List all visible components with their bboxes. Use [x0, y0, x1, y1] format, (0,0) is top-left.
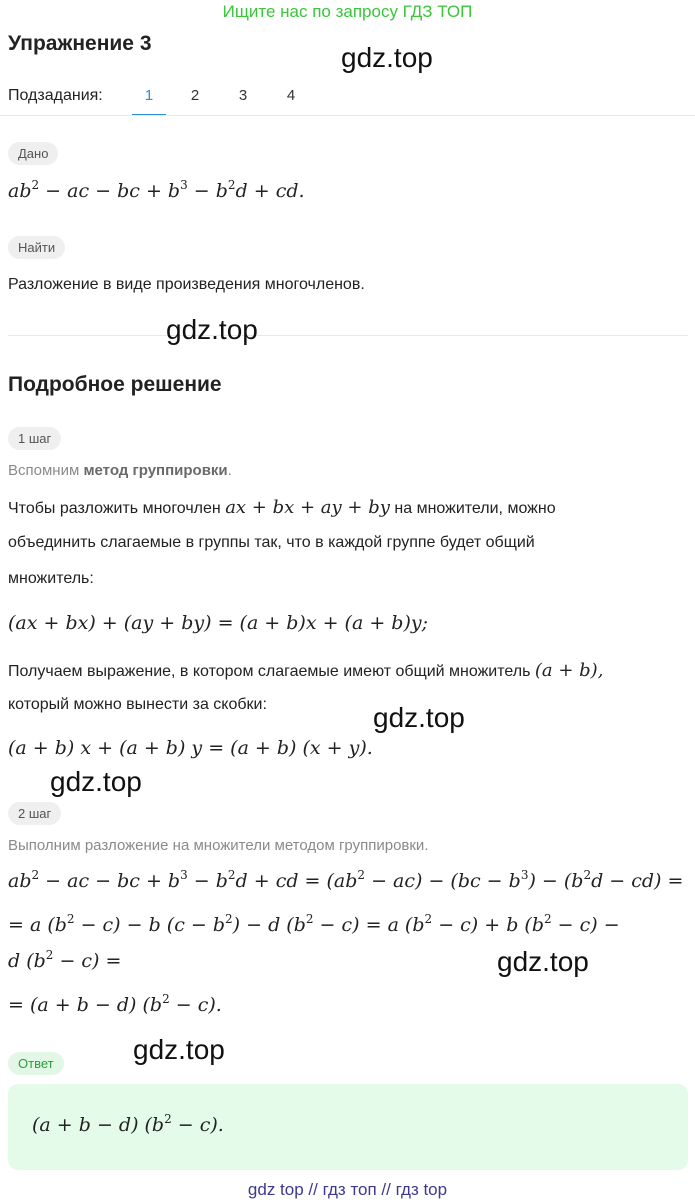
- inline-expression: ax + bx + ay + by: [225, 497, 390, 518]
- watermark: gdz.top: [166, 314, 258, 345]
- given-label: Дано: [8, 142, 58, 165]
- tab-2[interactable]: 2: [190, 87, 200, 104]
- step2-equation-line1: $ab^2$ − ac − bc + $b^3 - b^2d$ + cd = $(ab^2 - ac) - (bc - b^3) - (b^2d - cd)$ =: [8, 868, 684, 892]
- tab-3[interactable]: 3: [238, 87, 248, 104]
- step1-hint: Вспомним метод группировки.: [8, 462, 232, 479]
- watermark: gdz.top: [373, 702, 465, 733]
- given-expression: $ab^2$ − ac − bc + $b^3 - b^2d$ + cd.: [8, 178, 305, 202]
- step1-line2: объединить слагаемые в группы так, что в каждой группе будет общий: [8, 534, 535, 551]
- watermark: gdz.top: [133, 1034, 225, 1065]
- watermark: gdz.top: [341, 42, 433, 73]
- footer-links[interactable]: gdz top // гдз топ // гдз top: [247, 1180, 448, 1199]
- step1-line1: Чтобы разложить многочлен ax + bx + ay + by на множители, можно: [8, 497, 556, 518]
- tabs-divider: [0, 115, 695, 116]
- watermark: gdz.top: [497, 946, 589, 977]
- answer-label: Ответ: [8, 1052, 64, 1075]
- search-banner: Ищите нас по запросу ГДЗ ТОП: [222, 2, 473, 21]
- step2-equation-line3: d $(b^2 - c)$ =: [8, 948, 122, 972]
- step1-label: 1 шаг: [8, 427, 61, 450]
- step2-equation-line2: = a $(b^2 - c) - b$ $(c - b^2) - d$ $(b^2 - c) = a$ $(b^2 - c) + b$ $(b^2 - c)$ −: [8, 912, 620, 936]
- step1-equation-1: (ax + bx) + (ay + by) = (a + b)x + (a + b)y;: [8, 612, 429, 634]
- answer-expression: (a + b − d) $(b^2 - c)$.: [32, 1112, 224, 1136]
- solution-title: Подробное решение: [8, 373, 222, 396]
- step2-equation-line4: = (a + b − d) $(b^2 - c)$.: [8, 992, 222, 1016]
- tab-1[interactable]: 1: [132, 84, 166, 116]
- answer-box: [8, 1084, 688, 1170]
- step2-hint: Выполним разложение на множители методом группировки.: [8, 837, 429, 854]
- step1-line5: который можно вынести за скобки:: [8, 696, 267, 713]
- step1-equation-2: (a + b) x + (a + b) y = (a + b) (x + y).: [8, 737, 373, 759]
- step2-label: 2 шаг: [8, 802, 61, 825]
- find-label: Найти: [8, 236, 65, 259]
- tab-4[interactable]: 4: [286, 87, 296, 104]
- inline-expression: (a + b),: [534, 660, 604, 681]
- watermark: gdz.top: [50, 766, 142, 797]
- section-divider: [8, 335, 688, 336]
- exercise-title: Упражнение 3: [8, 32, 152, 55]
- find-text: Разложение в виде произведения многочленов.: [8, 276, 365, 293]
- step1-line3: множитель:: [8, 570, 94, 587]
- subtasks-label: Подзадания:: [8, 87, 103, 104]
- step1-line4: Получаем выражение, в котором слагаемые имеют общий множитель (a + b),: [8, 660, 604, 681]
